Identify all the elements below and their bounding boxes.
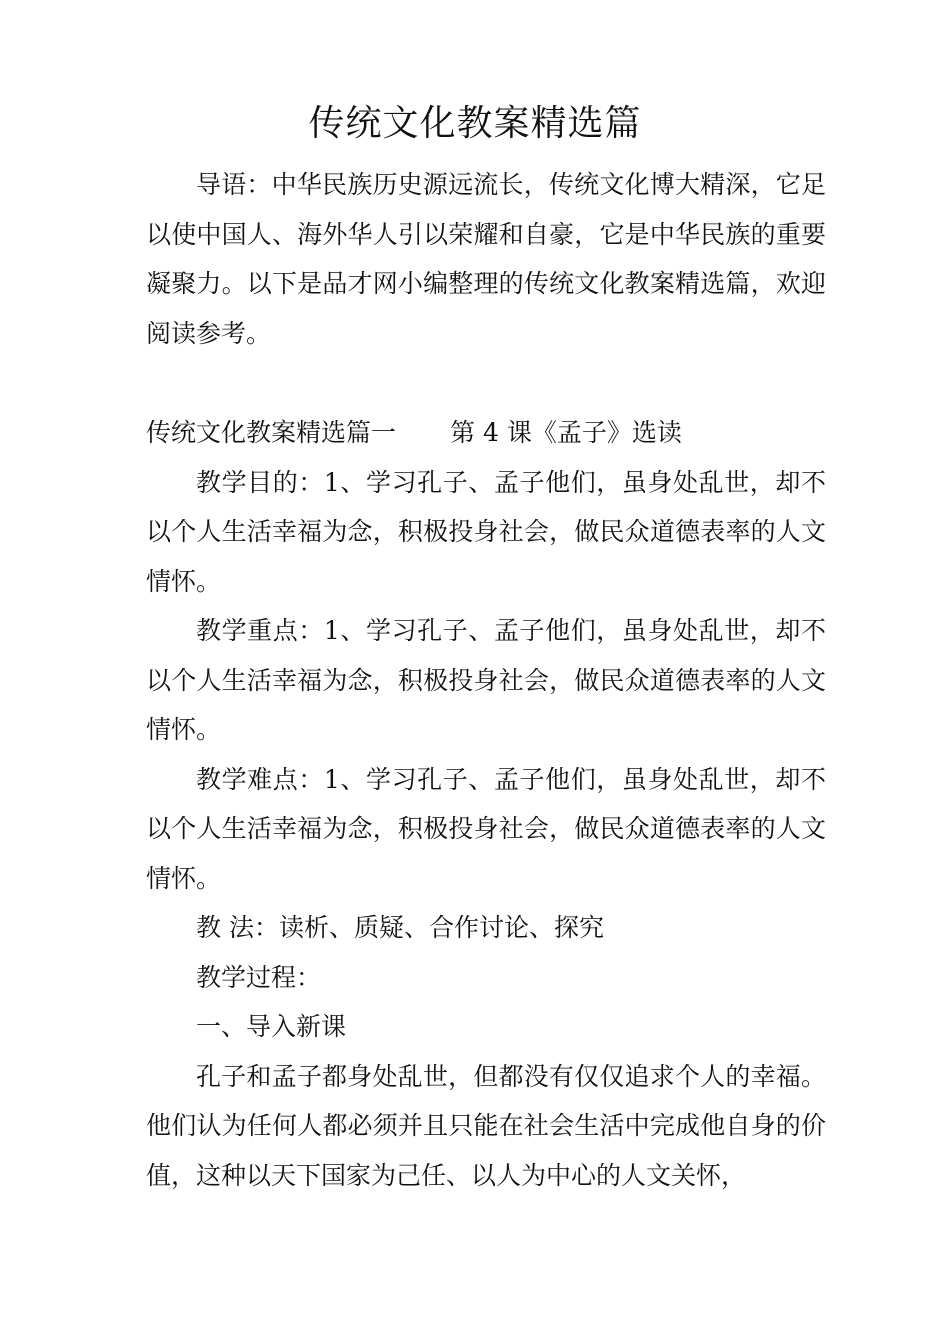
- document-body: [146, 160, 826, 1200]
- blank-line: [146, 358, 826, 408]
- lesson-intro-heading: 一、导入新课: [196, 1012, 347, 1041]
- teaching-difficulty-paragraph: 教学难点：1、学习孔子、孟子他们，虽身处乱世，却不以个人生活幸福为念，积极投身社会，做民众道德表率的人文情怀。: [146, 764, 826, 893]
- teaching-process-heading: 教学过程：: [196, 962, 322, 992]
- teaching-goal-paragraph: 教学目的：1、学习孔子、孟子他们，虽身处乱世，却不以个人生活幸福为念，积极投身社会，做民众道德表率的人文情怀。: [146, 467, 826, 596]
- teaching-method-paragraph: 教 法：读析、质疑、合作讨论、探究: [196, 913, 604, 942]
- document-title: 传统文化教案精选篇: [308, 103, 642, 144]
- section-part-label: 传统文化教案精选篇一: [146, 418, 397, 447]
- section-lesson-label: 第 4 课《孟子》选读: [450, 418, 682, 447]
- teaching-focus-paragraph: 教学重点：1、学习孔子、孟子他们，虽身处乱世，却不以个人生活幸福为念，积极投身社会，做民众道德表率的人文情怀。: [146, 616, 826, 744]
- lesson-intro-paragraph: 孔子和孟子都身处乱世，但都没有仅仅追求个人的幸福。他们认为任何人都必须并且只能在社会生活中完成他自身的价值，这种以天下国家为己任、以人为中心的人文关怀，: [146, 1061, 826, 1190]
- intro-paragraph: 导语：中华民族历史源远流长，传统文化博大精深，它足以使中国人、海外华人引以荣耀和自豪，它是中华民族的重要凝聚力。以下是品才网小编整理的传统文化教案精选篇，欢迎阅读参考。: [146, 170, 826, 348]
- section-heading: [146, 408, 826, 458]
